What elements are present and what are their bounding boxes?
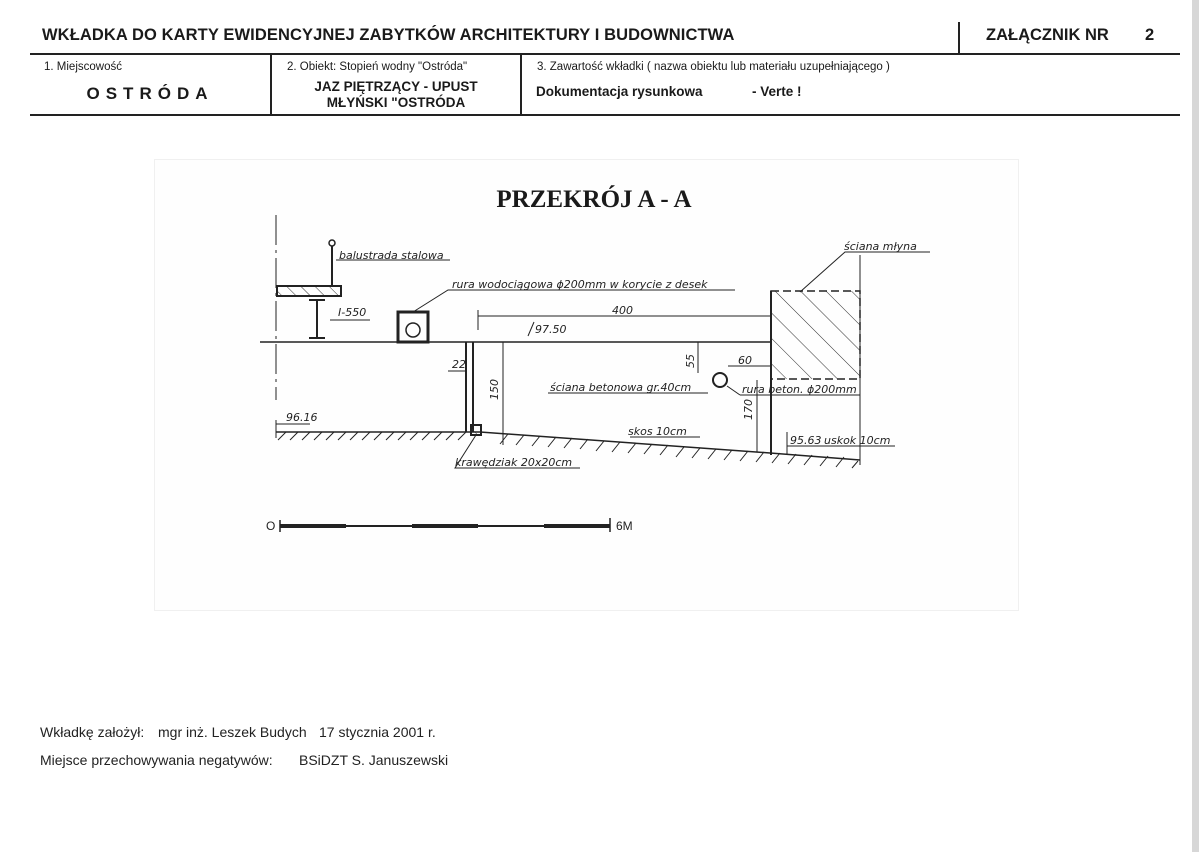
slope-label: skos 10cm bbox=[628, 425, 687, 438]
width-value: 400 bbox=[612, 304, 633, 317]
scale-segment bbox=[544, 524, 610, 528]
railing-knob bbox=[329, 240, 335, 246]
place-label: 1. Miejscowość bbox=[44, 61, 122, 73]
dist-b-value: 60 bbox=[738, 354, 752, 367]
scan-edge bbox=[1192, 0, 1199, 852]
scale-segment bbox=[280, 524, 346, 528]
content-label: 3. Zawartość wkładki ( nazwa obiektu lub materiału uzupełniającego ) bbox=[537, 61, 890, 73]
scale-segment bbox=[412, 524, 478, 528]
place-value: OSTRÓDA bbox=[86, 84, 214, 103]
mill-wall-label: ściana młyna bbox=[844, 240, 917, 253]
wall-label: ściana betonowa gr.40cm bbox=[550, 381, 692, 394]
content-note: - Verte ! bbox=[752, 84, 802, 99]
water-pipe bbox=[406, 323, 420, 337]
mill-wall-leader bbox=[800, 252, 930, 292]
pipe-water-label: rura wodociągowa ϕ200mm w korycie z desek bbox=[452, 278, 708, 291]
scale-segment bbox=[346, 525, 412, 527]
drawing-title: PRZEKRÓJ A - A bbox=[496, 186, 692, 213]
gap-value: 22 bbox=[452, 358, 466, 371]
height-a-value: 55 bbox=[684, 354, 697, 368]
content-value: Dokumentacja rysunkowa bbox=[536, 84, 703, 99]
author-label: Wkładkę założył: bbox=[40, 724, 145, 740]
pipe-concrete-label: rura beton. ϕ200mm bbox=[742, 383, 857, 396]
concrete-pipe bbox=[713, 373, 727, 387]
bed-hatch-left bbox=[278, 432, 466, 440]
step-label: uskok 10cm bbox=[824, 434, 891, 447]
author-value: mgr inż. Leszek Budych bbox=[158, 724, 307, 740]
object-value-line1: JAZ PIĘTRZĄCY - UPUST bbox=[314, 79, 478, 94]
mill-wall bbox=[771, 291, 860, 379]
railing-label: balustrada stalowa bbox=[339, 249, 444, 262]
depth-value: 170 bbox=[742, 399, 755, 420]
scale-start: O bbox=[266, 519, 276, 533]
object-value-line2: MŁYŃSKI "OSTRÓDA bbox=[326, 95, 466, 110]
level-top: 97.50 bbox=[535, 323, 567, 336]
level-low: 96.16 bbox=[286, 411, 318, 424]
scale-segment bbox=[478, 525, 544, 527]
wall-height-value: 150 bbox=[488, 379, 501, 400]
pipe-leader bbox=[413, 290, 735, 312]
storage-value: BSiDZT S. Januszewski bbox=[299, 752, 449, 768]
header-title: WKŁADKA DO KARTY EWIDENCYJNEJ ZABYTKÓW ARCHITEKTURY I BUDOWNICTWA bbox=[42, 26, 735, 44]
date-value: 17 stycznia 2001 r. bbox=[319, 724, 436, 740]
edge-beam-label: krawędziak 20x20cm bbox=[455, 456, 573, 469]
object-label: 2. Obiekt: Stopień wodny "Ostróda" bbox=[287, 61, 468, 73]
annex-number: 2 bbox=[1145, 26, 1155, 44]
storage-label: Miejsce przechowywania negatywów: bbox=[40, 752, 273, 768]
annex-label: ZAŁĄCZNIK NR bbox=[986, 26, 1109, 44]
level-step: 95.63 bbox=[790, 434, 822, 447]
footbridge-deck bbox=[277, 286, 341, 296]
beam-label: I-550 bbox=[338, 306, 367, 319]
scale-end: 6M bbox=[616, 519, 633, 533]
edge-beam bbox=[471, 425, 481, 435]
